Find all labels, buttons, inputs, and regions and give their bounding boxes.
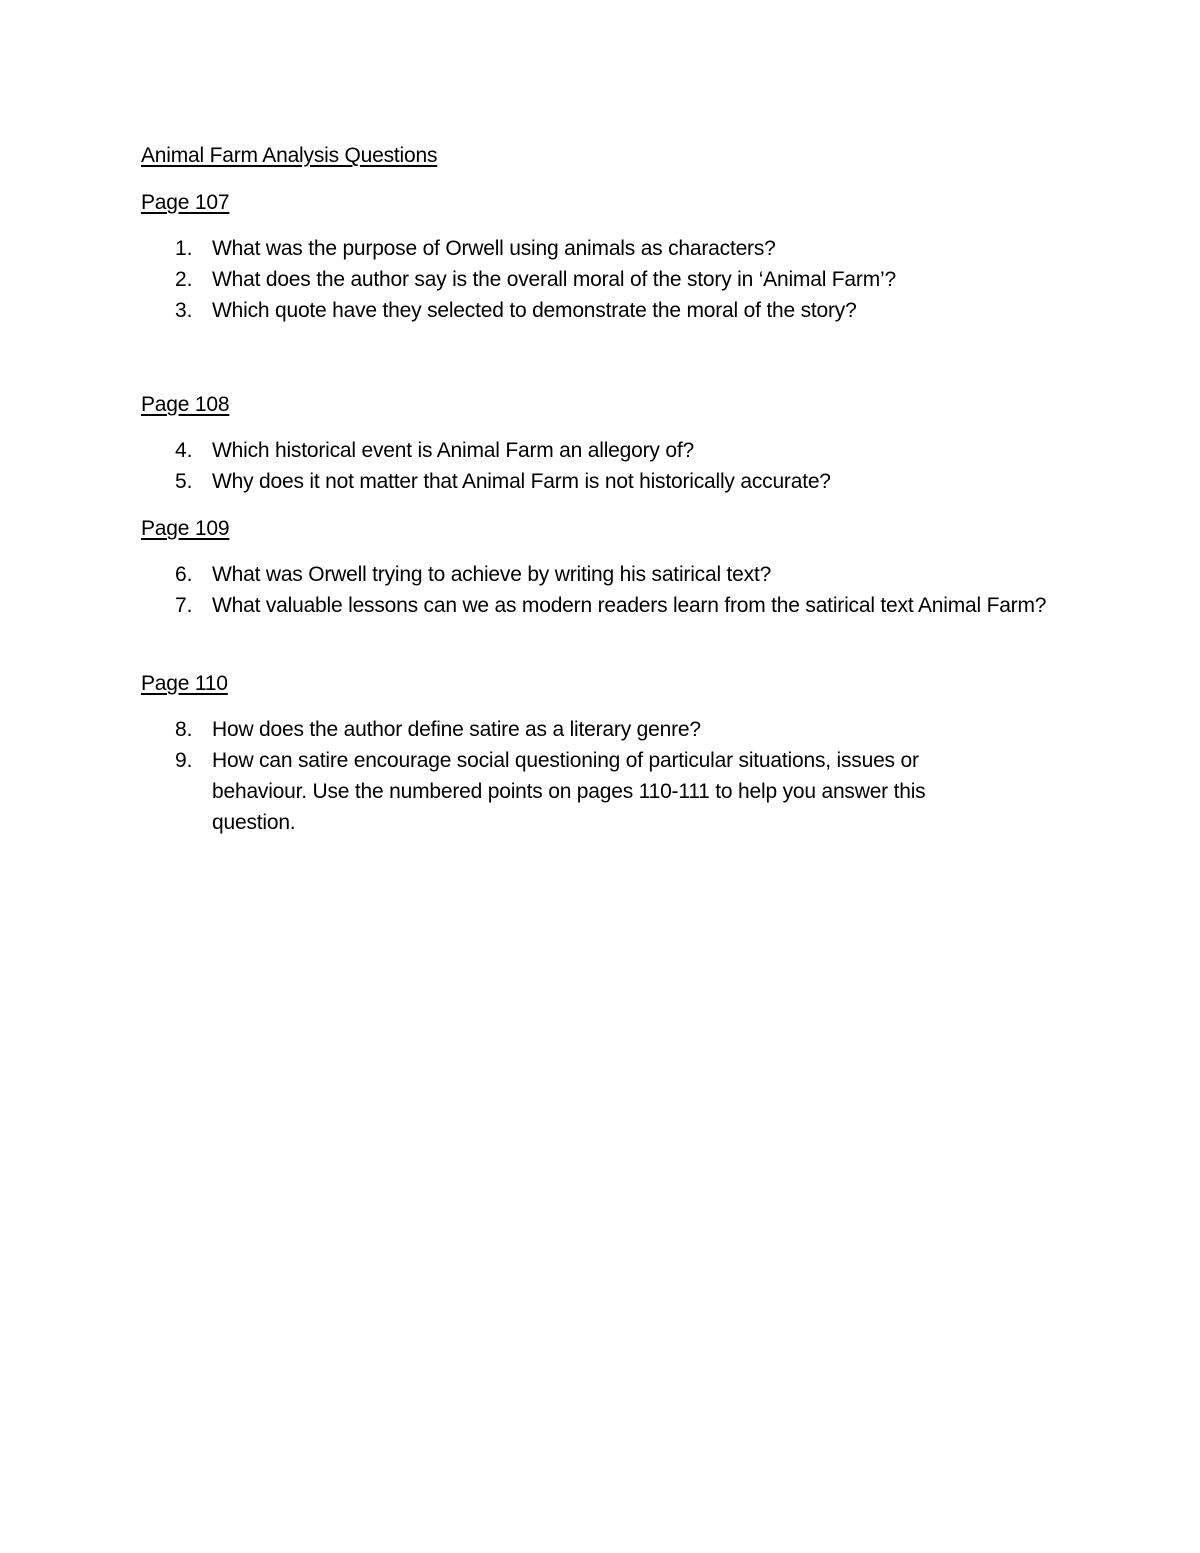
question-number: 3. [175,299,193,322]
section-heading-page-109: Page 109 [141,517,230,540]
section-heading-page-108: Page 108 [141,393,230,416]
question-text: How does the author define satire as a literary genre? [212,718,701,741]
question-number: 7. [175,594,193,617]
question-number: 8. [175,718,193,741]
question-text: Which historical event is Animal Farm an allegory of? [212,439,694,462]
document-title: Animal Farm Analysis Questions [141,144,438,167]
question-number: 1. [175,237,193,260]
question-number: 9. [175,749,193,772]
question-number: 2. [175,268,193,291]
question-number: 5. [175,470,193,493]
question-text: Why does it not matter that Animal Farm is not historically accurate? [212,470,831,493]
question-text: What valuable lessons can we as modern readers learn from the satirical text Animal Farm? [212,594,1047,617]
question-number: 4. [175,439,193,462]
question-text: What does the author say is the overall moral of the story in ‘Animal Farm’? [212,268,896,291]
section-heading-page-110: Page 110 [141,672,228,695]
question-text: What was the purpose of Orwell using animals as characters? [212,237,776,260]
question-text: What was Orwell trying to achieve by writing his satirical text? [212,563,772,586]
section-heading-page-107: Page 107 [141,191,230,214]
question-text: How can satire encourage social questioning of particular situations, issues or behaviour. Use the numbered points on pages 110-111 to help you answer this question. [212,749,926,834]
question-text: Which quote have they selected to demonstrate the moral of the story? [212,299,857,322]
question-number: 6. [175,563,193,586]
